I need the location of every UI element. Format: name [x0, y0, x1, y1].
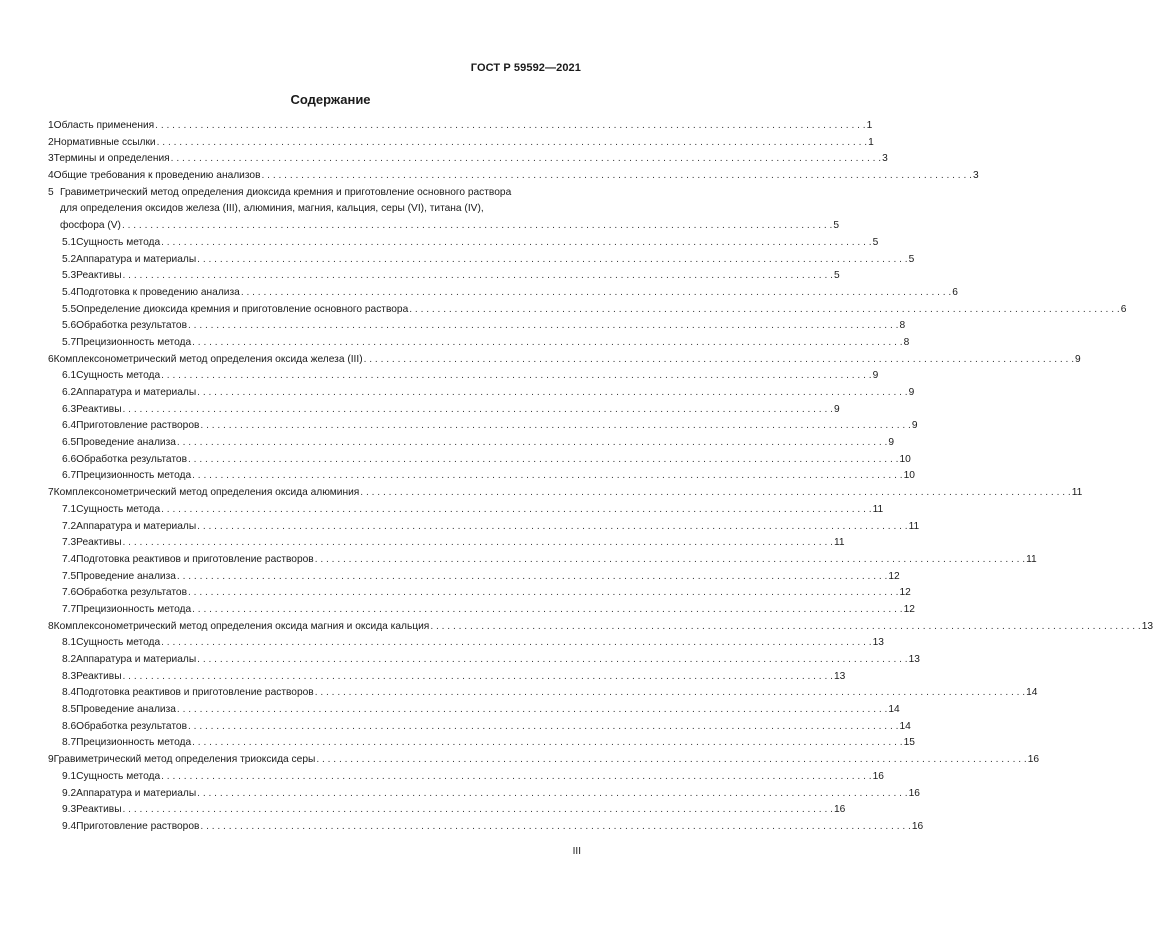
toc-entry[interactable] [48, 685, 1038, 702]
toc-entry-number: 9 [48, 754, 54, 766]
toc-entry-number: 1 [48, 120, 54, 131]
toc-entry[interactable] [48, 585, 911, 602]
toc-entry-number: 8.6 [62, 720, 77, 732]
toc-entry-number: 6.5 [62, 437, 77, 449]
toc-entry-number: 5.3 [62, 270, 77, 282]
toc-entry-label: Комплексонометрический метод определения оксида магния и оксида кальция [53, 620, 430, 632]
toc-entry[interactable] [48, 485, 1083, 502]
toc-entry-label: для определения оксидов железа (III), алюминия, магния, кальция, серы (VI), титана (IV), [60, 203, 484, 215]
toc-entry[interactable] [48, 802, 846, 819]
toc-entry-label: Сущность метода [76, 770, 161, 782]
toc-leader-dots [123, 802, 833, 819]
toc-leader-dots [157, 135, 867, 152]
toc-entry-page: 8 [903, 336, 910, 348]
toc-leader-dots [360, 485, 1070, 502]
table-of-contents [48, 118, 1153, 836]
toc-entry-label: Реактивы [76, 804, 122, 816]
toc-leader-dots [188, 585, 898, 602]
toc-entry[interactable] [48, 502, 884, 519]
toc-entry-page: 11 [833, 537, 845, 549]
toc-entry-label: Обработка результатов [76, 453, 187, 465]
toc-entry-page: 16 [833, 804, 846, 816]
toc-leader-dots [188, 452, 898, 469]
toc-entry-label: Обработка результатов [76, 587, 187, 599]
toc-leader-dots [188, 719, 898, 736]
toc-entry-page: 3 [972, 170, 979, 182]
toc-entry[interactable] [48, 652, 920, 669]
toc-entry-page: 5 [872, 236, 879, 248]
toc-entry[interactable] [48, 118, 873, 135]
toc-entry[interactable] [48, 268, 840, 285]
toc-entry-label: Прецизионность метода [76, 737, 192, 749]
toc-entry-page: 9 [911, 420, 918, 432]
toc-entry-number: 8.2 [62, 654, 77, 665]
toc-entry-label: Приготовление растворов [76, 820, 200, 832]
toc-entry-number: 6 [48, 353, 54, 365]
toc-leader-dots [192, 335, 902, 352]
toc-entry-label: Комплексонометрический метод определения оксида железа (III) [53, 353, 363, 365]
toc-entry-label: Аппаратура и материалы [76, 787, 197, 799]
toc-entry-page: 12 [888, 570, 900, 582]
toc-entry-page: 1 [868, 136, 874, 148]
toc-entry-label: Аппаратура и материалы [76, 654, 197, 665]
toc-entry[interactable] [48, 602, 915, 619]
toc-entry[interactable] [48, 218, 840, 235]
toc-entry-number: 5.6 [62, 320, 77, 332]
toc-entry-page: 13 [833, 670, 846, 682]
toc-entry-page: 13 [908, 654, 920, 665]
toc-leader-dots [177, 435, 887, 452]
toc-entry-label: Реактивы [76, 270, 122, 282]
page-folio: III [572, 846, 581, 857]
toc-entry-number: 6.6 [62, 453, 77, 465]
toc-entry-page: 16 [872, 770, 884, 782]
toc-leader-dots [161, 368, 871, 385]
toc-leader-dots [155, 118, 865, 135]
toc-entry[interactable] [48, 302, 1127, 319]
toc-entry-label: Прецизионность метода [76, 603, 192, 615]
toc-entry[interactable] [48, 418, 918, 435]
toc-entry[interactable] [48, 385, 915, 402]
toc-entry[interactable] [48, 719, 911, 736]
toc-entry-number: 7.7 [62, 603, 77, 615]
toc-entry-page: 16 [908, 787, 920, 799]
toc-entry-page: 5 [908, 253, 915, 265]
toc-entry[interactable] [48, 535, 845, 552]
toc-leader-dots [192, 468, 902, 485]
toc-entry-number: 7 [48, 487, 54, 499]
toc-entry-number: 8.3 [62, 670, 77, 682]
toc-leader-dots [161, 502, 871, 519]
toc-entry-page: 11 [1026, 553, 1037, 565]
toc-entry-page: 14 [888, 704, 900, 716]
toc-entry-label: Определение диоксида кремния и приготовление основного раствора [76, 303, 409, 315]
toc-entry-label: Реактивы [76, 403, 122, 415]
toc-entry-number: 6.4 [62, 420, 77, 432]
toc-leader-dots [262, 168, 972, 185]
toc-entry-number: 5 [48, 186, 54, 198]
toc-entry-number: 8 [48, 620, 54, 632]
toc-leader-dots [161, 769, 871, 786]
toc-entry-label: Подготовка реактивов и приготовление растворов [76, 553, 314, 565]
toc-entry-page: 8 [899, 320, 906, 332]
toc-entry-label: Нормативные ссылки [53, 136, 156, 148]
toc-entry-label: Прецизионность метода [76, 470, 192, 482]
toc-entry-page: 14 [899, 720, 911, 732]
toc-leader-dots [197, 786, 907, 803]
toc-entry-number: 7.2 [62, 520, 77, 532]
toc-entry-page: 11 [1071, 487, 1083, 499]
toc-entry-number: 4 [48, 170, 54, 182]
toc-entry-label: Аппаратура и материалы [76, 253, 197, 265]
toc-entry[interactable] [48, 285, 958, 302]
toc-entry[interactable] [48, 786, 920, 803]
toc-leader-dots [123, 669, 833, 686]
toc-entry-page: 9 [888, 437, 895, 449]
page-title: Содержание [290, 92, 371, 107]
toc-entry-page: 1 [866, 120, 873, 131]
toc-leader-dots [364, 352, 1074, 369]
toc-entry-page: 11 [908, 520, 920, 532]
toc-entry-label: Комплексонометрический метод определения оксида алюминия [53, 487, 360, 499]
toc-entry[interactable] [48, 468, 915, 485]
toc-entry[interactable] [48, 452, 911, 469]
toc-entry[interactable] [48, 151, 888, 168]
toc-leader-dots [161, 635, 871, 652]
toc-entry[interactable] [48, 318, 906, 335]
toc-leader-dots [315, 552, 1025, 569]
toc-leader-dots [192, 735, 902, 752]
toc-leader-dots [197, 385, 907, 402]
toc-leader-dots [316, 752, 1026, 769]
toc-entry-number: 5.5 [62, 303, 77, 315]
toc-entry[interactable] [48, 135, 874, 152]
toc-entry-page: 14 [1026, 687, 1038, 699]
toc-leader-dots [161, 235, 871, 252]
toc-entry-label: Аппаратура и материалы [76, 520, 197, 532]
toc-entry-number: 6.7 [62, 470, 77, 482]
toc-leader-dots [430, 619, 1140, 636]
toc-entry[interactable] [48, 769, 884, 786]
toc-entry-page: 13 [872, 637, 884, 649]
toc-entry-page: 10 [903, 470, 915, 482]
toc-leader-dots [123, 535, 833, 552]
toc-entry-number: 5.1 [62, 236, 77, 248]
toc-entry-label: Приготовление растворов [76, 420, 200, 432]
toc-entry[interactable] [48, 352, 1081, 369]
toc-entry-page: 9 [908, 387, 915, 398]
toc-entry-label: Подготовка реактивов и приготовление растворов [76, 687, 314, 699]
toc-entry-number: 8.4 [62, 687, 77, 699]
toc-entry-label: Обработка результатов [76, 720, 187, 732]
toc-entry-page: 3 [882, 153, 888, 165]
toc-entry[interactable] [48, 185, 584, 202]
toc-entry-number: 6.3 [62, 403, 77, 415]
toc-leader-dots [123, 268, 833, 285]
toc-entry[interactable] [48, 402, 840, 419]
toc-entry-number: 7.3 [62, 537, 77, 549]
toc-entry-label: Сущность метода [76, 236, 161, 248]
toc-leader-dots [192, 602, 902, 619]
toc-leader-dots [177, 702, 887, 719]
toc-leader-dots [197, 652, 907, 669]
toc-entry[interactable] [48, 669, 846, 686]
toc-entry-page: 9 [833, 403, 840, 415]
toc-entry-page: 5 [833, 220, 840, 232]
toc-leader-dots [315, 685, 1025, 702]
toc-entry[interactable] [48, 569, 900, 586]
toc-leader-dots [123, 402, 833, 419]
toc-entry-label: Обработка результатов [76, 320, 187, 332]
toc-entry-label: Подготовка к проведению анализа [76, 286, 240, 298]
toc-entry-number: 5.7 [62, 336, 77, 348]
toc-leader-dots [197, 252, 907, 269]
toc-entry-label: Термины и определения [53, 153, 170, 165]
toc-entry[interactable] [48, 552, 1037, 569]
standard-number: ГОСТ Р 59592—2021 [470, 62, 581, 74]
toc-entry-label: Проведение анализа [76, 704, 176, 716]
toc-entry-label: Прецизионность метода [76, 336, 192, 348]
toc-leader-dots [122, 218, 832, 235]
toc-entry-label: Аппаратура и материалы [76, 387, 197, 398]
toc-entry-label: Реактивы [76, 537, 122, 549]
toc-entry[interactable] [48, 168, 979, 185]
toc-entry-label: Гравиметрический метод определения триоксида серы [53, 754, 316, 766]
toc-entry[interactable] [48, 368, 879, 385]
toc-entry-page: 10 [899, 453, 911, 465]
toc-entry-page: 12 [899, 587, 911, 599]
toc-entry-label: Сущность метода [76, 370, 161, 382]
toc-entry-page: 9 [872, 370, 879, 382]
toc-entry-page: 6 [952, 286, 958, 298]
toc-entry[interactable] [48, 702, 900, 719]
toc-entry[interactable] [48, 735, 915, 752]
toc-entry-label: фосфора (V) [60, 220, 121, 232]
toc-leader-dots [197, 519, 907, 536]
toc-entry-page: 12 [903, 603, 915, 615]
toc-entry-number: 9.2 [62, 787, 77, 799]
toc-entry-number: 7.6 [62, 587, 77, 599]
toc-entry-number: 6.2 [62, 387, 77, 398]
toc-entry-label: Сущность метода [76, 503, 161, 515]
toc-entry[interactable] [48, 335, 910, 352]
toc-entry-page: 11 [872, 503, 884, 515]
toc-entry-number: 9.4 [62, 820, 77, 832]
toc-entry-number: 9.3 [62, 804, 77, 816]
toc-entry-number: 6.1 [62, 370, 77, 382]
toc-entry-label: Область применения [53, 120, 155, 131]
toc-entry-number: 7.4 [62, 553, 77, 565]
toc-entry-label: Сущность метода [76, 637, 161, 649]
toc-leader-dots [409, 302, 1119, 319]
toc-entry[interactable] [48, 819, 924, 836]
toc-entry-label: Проведение анализа [76, 570, 176, 582]
toc-leader-dots [171, 151, 881, 168]
toc-entry-number: 5.4 [62, 286, 77, 298]
toc-entry[interactable] [48, 519, 920, 536]
toc-leader-dots [177, 569, 887, 586]
toc-entry-number: 8.7 [62, 737, 77, 749]
toc-entry-page: 9 [1075, 353, 1081, 365]
toc-leader-dots [200, 418, 910, 435]
toc-entry-page: 13 [1141, 620, 1153, 632]
toc-entry-number: 3 [48, 153, 54, 165]
toc-entry[interactable] [48, 235, 879, 252]
toc-entry-label: Гравиметрический метод определения диоксида кремния и приготовление основного раствора [60, 186, 512, 198]
toc-entry-page: 5 [833, 270, 840, 282]
toc-entry-page: 16 [1027, 754, 1040, 766]
toc-entry-number: 9.1 [62, 770, 77, 782]
toc-entry-label: Общие требования к проведению анализов [53, 170, 261, 182]
toc-entry-page: 15 [903, 737, 915, 749]
toc-entry[interactable] [48, 252, 915, 269]
toc-entry-number: 8.1 [62, 637, 77, 649]
toc-entry-number: 7.1 [62, 503, 77, 515]
toc-entry-number: 2 [48, 136, 54, 148]
toc-entry-number: 8.5 [62, 704, 77, 716]
toc-entry-number: 7.5 [62, 570, 77, 582]
toc-entry-page: 6 [1120, 303, 1127, 315]
toc-entry-label: Проведение анализа [76, 437, 176, 449]
toc-leader-dots [188, 318, 898, 335]
toc-entry-number: 5.2 [62, 253, 77, 265]
toc-entry[interactable] [48, 435, 895, 452]
toc-entry[interactable] [48, 619, 1153, 636]
toc-entry-label: Реактивы [76, 670, 122, 682]
toc-entry[interactable] [48, 752, 1040, 769]
toc-entry-page: 16 [911, 820, 924, 832]
toc-entry[interactable] [48, 201, 584, 218]
toc-leader-dots [241, 285, 951, 302]
toc-leader-dots [200, 819, 910, 836]
toc-entry[interactable] [48, 635, 884, 652]
